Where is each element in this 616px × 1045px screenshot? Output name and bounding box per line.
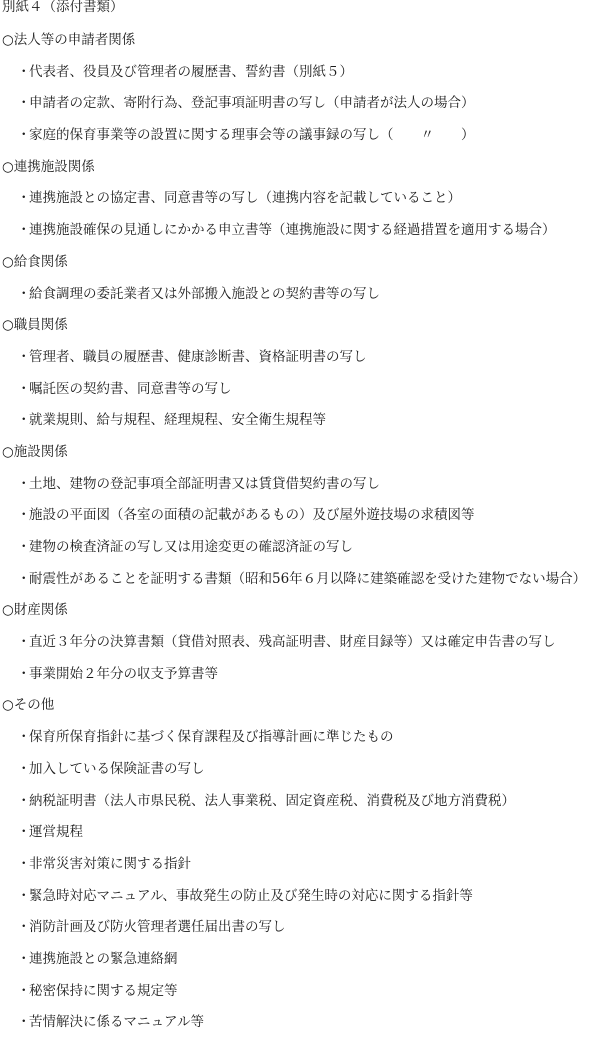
list-item xyxy=(0,126,616,158)
section-heading: ○給食関係 xyxy=(2,253,68,270)
list-item-text: 保育所保育指針に基づく保育課程及び指導計画に準じたもの xyxy=(29,729,394,746)
bullet-mark: ・ xyxy=(17,412,31,429)
list-item xyxy=(0,348,616,380)
list-item xyxy=(0,221,616,253)
list-item xyxy=(0,665,616,697)
list-item xyxy=(0,475,616,507)
bullet-mark: ・ xyxy=(17,127,31,144)
list-item-text: 連携施設確保の見通しにかかる申立書等（連携施設に関する経過措置を適用する場合） xyxy=(29,222,556,239)
bullet-mark: ・ xyxy=(17,760,31,777)
bullet-mark: ・ xyxy=(17,855,31,872)
bullet-mark: ・ xyxy=(17,634,31,651)
bullet-mark: ・ xyxy=(17,824,31,841)
list-item xyxy=(0,285,616,317)
list-item-text: 耐震性があることを証明する書類（昭和56年６月以降に建築確認を受けた建物でない場合） xyxy=(29,570,587,587)
attachment-list xyxy=(0,31,616,1045)
list-item-text: 加入している保険証書の写し xyxy=(29,760,205,777)
list-item xyxy=(0,982,616,1014)
list-item xyxy=(0,728,616,760)
list-item xyxy=(0,633,616,665)
list-item xyxy=(0,506,616,538)
list-item xyxy=(0,570,616,602)
bullet-mark: ・ xyxy=(17,982,31,999)
bullet-mark: ・ xyxy=(17,63,31,80)
list-item xyxy=(0,950,616,982)
list-item xyxy=(0,94,616,126)
list-item-text: 土地、建物の登記事項全部証明書又は賃貸借契約書の写し xyxy=(29,475,380,492)
list-item-text: 代表者、役員及び管理者の履歴書、誓約書（別紙５） xyxy=(29,63,353,80)
list-item xyxy=(0,855,616,887)
list-item-text: 非常災害対策に関する指針 xyxy=(29,855,191,872)
bullet-mark: ・ xyxy=(17,1014,31,1031)
list-item-text: 緊急時対応マニュアル、事故発生の防止及び発生時の対応に関する指針等 xyxy=(29,887,473,904)
bullet-mark: ・ xyxy=(17,887,31,904)
list-item xyxy=(0,760,616,792)
list-item xyxy=(0,887,616,919)
bullet-mark: ・ xyxy=(17,950,31,967)
list-item-text: 直近３年分の決算書類（貸借対照表、残高証明書、財産目録等）又は確定申告書の写し xyxy=(29,634,556,651)
list-item-text: 家庭的保育事業等の設置に関する理事会等の議事録の写し（ 〃 ） xyxy=(29,127,475,144)
list-item-text: 連携施設との緊急連絡網 xyxy=(29,950,178,967)
list-item-text: 建物の検査済証の写し又は用途変更の確認済証の写し xyxy=(29,539,353,555)
bullet-mark: ・ xyxy=(17,222,31,239)
bullet-mark: ・ xyxy=(17,539,31,555)
bullet-mark: ・ xyxy=(17,570,31,587)
list-item-text: 嘱託医の契約書、同意書等の写し xyxy=(29,380,232,397)
list-item-text: 秘密保持に関する規定等 xyxy=(29,982,178,999)
section-heading: ○財産関係 xyxy=(2,602,68,619)
list-item-text: 給食調理の委託業者又は外部搬入施設との契約書等の写し xyxy=(29,285,380,302)
list-item-text: 納税証明書（法人市県民税、法人事業税、固定資産税、消費税及び地方消費税） xyxy=(29,792,515,809)
bullet-mark: ・ xyxy=(17,665,31,682)
list-item-text: 施設の平面図（各室の面積の記載があるもの）及び屋外遊技場の求積図等 xyxy=(29,507,475,524)
section-heading: ○その他 xyxy=(2,697,55,714)
list-item xyxy=(0,823,616,855)
list-item-text: 運営規程 xyxy=(29,824,83,841)
bullet-mark: ・ xyxy=(17,475,31,492)
bullet-mark: ・ xyxy=(17,380,31,397)
list-item xyxy=(0,918,616,950)
list-item xyxy=(0,380,616,412)
list-item xyxy=(0,538,616,570)
list-item xyxy=(0,792,616,824)
list-item-text: 消防計画及び防火管理者選任届出書の写し xyxy=(29,919,286,936)
bullet-mark: ・ xyxy=(17,190,31,207)
bullet-mark: ・ xyxy=(17,792,31,809)
list-item xyxy=(0,63,616,95)
section-heading: ○法人等の申請者関係 xyxy=(2,32,136,48)
list-item-text: 連携施設との協定書、同意書等の写し（連携内容を記載していること） xyxy=(29,190,461,207)
bullet-mark: ・ xyxy=(17,729,31,746)
list-item-text: 事業開始２年分の収支予算書等 xyxy=(29,665,218,682)
section-heading: ○職員関係 xyxy=(2,317,68,334)
bullet-mark: ・ xyxy=(17,919,31,936)
list-item xyxy=(0,411,616,443)
list-item-text: 苦情解決に係るマニュアル等 xyxy=(29,1014,204,1031)
list-item xyxy=(0,189,616,221)
list-item xyxy=(0,1013,616,1045)
bullet-mark: ・ xyxy=(17,95,31,112)
document-title: 別紙４（添付書類） xyxy=(2,0,124,15)
bullet-mark: ・ xyxy=(17,285,31,302)
section-heading: ○施設関係 xyxy=(2,443,68,460)
list-item-text: 管理者、職員の履歴書、健康診断書、資格証明書の写し xyxy=(29,348,367,365)
section-heading: ○連携施設関係 xyxy=(2,158,95,175)
list-item-text: 就業規則、給与規程、経理規程、安全衛生規程等 xyxy=(29,412,326,429)
bullet-mark: ・ xyxy=(17,507,31,524)
list-item-text: 申請者の定款、寄附行為、登記事項証明書の写し（申請者が法人の場合） xyxy=(29,95,475,112)
bullet-mark: ・ xyxy=(17,348,31,365)
